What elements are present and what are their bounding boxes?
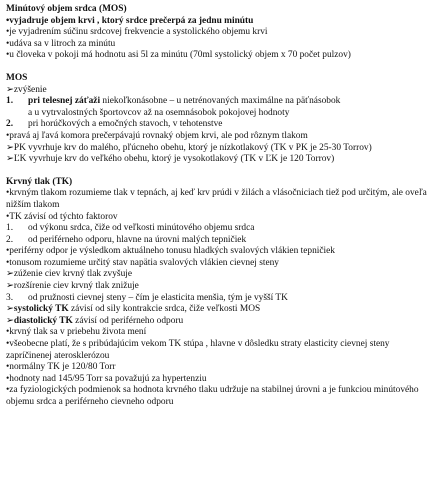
text-line: •vyjadruje objem krvi , ktorý srdce prečerpá za jednu minútu [6, 15, 254, 26]
item-text: od výkonu srdca, čiže od veľkosti minútového objemu srdca [28, 223, 255, 234]
text-line: •periférny odpor je výsledkom aktuálneho tonusu hladkých svalových vlákien tepničiek [6, 246, 335, 257]
numbered-item [6, 223, 435, 235]
text-line: •je vyjadrením súčinu srdcovej frekvencie a systolického objemu krvi [6, 27, 268, 38]
numbered-item [6, 293, 435, 305]
text-line: •všeobecne platí, že s pribúdajúcim vekom TK stúpa , hlavne v dôsledku straty elasticity cievnej steny zapríčinenej aterosklerózou [6, 339, 390, 361]
arrow-icon: ➢ [6, 315, 14, 326]
item-number: 3. [6, 292, 14, 303]
section-heading: MOS [6, 72, 28, 83]
text-line: •krvným tlakom rozumieme tlak v tepnách, aj keď krv prúdi v žilách a vlásočniciach tiež pod určitým, ale oveľa nižším tlakom [6, 188, 427, 210]
item-bold-text: systolický TK [13, 304, 69, 315]
section-heading: Krvný tlak (TK) [6, 176, 73, 187]
item-bold-text: pri telesnej záťaži [28, 96, 101, 107]
arrow-item [6, 304, 435, 316]
text-line: •krvný tlak sa v priebehu života mení [6, 327, 147, 338]
text-line: •hodnoty nad 145/95 Torr sa považujú za hypertenziu [6, 373, 207, 384]
text-line: •u človeka v pokoji má hodnotu asi 5l za minútu (70ml systolický objem x 70 počet pulzov) [6, 50, 351, 61]
text-line: •pravá aj ľavá komora prečerpávajú rovnaký objem krvi, ale pod rôznym tlakom [6, 130, 308, 141]
item-text: pri horúčkových a emočných stavoch, v tehotenstve [28, 119, 223, 130]
text-line: •normálny TK je 120/80 Torr [6, 362, 116, 373]
item-number: 1. [6, 223, 14, 234]
section-mos-definition [6, 4, 435, 62]
section-mos-changes [6, 73, 435, 166]
spacer [6, 62, 435, 73]
section-blood-pressure [6, 177, 435, 409]
item-number: 1. [6, 96, 14, 107]
item-number: 2. [6, 119, 14, 130]
text-line: •TK závisí od týchto faktorov [6, 211, 118, 222]
text-line: ➢zvýšenie [6, 84, 47, 95]
item-text: závisí od periférneho odporu [72, 315, 184, 326]
arrow-item [6, 316, 435, 328]
item-continuation: a u vytrvalostných športovcov až na osemnásobok pokojovej hodnoty [28, 107, 290, 118]
numbered-item [6, 235, 435, 247]
numbered-item [6, 96, 435, 108]
text-line: ➢ĽK vyvrhuje krv do veľkého obehu, ktorý je vysokotlakový (TK v ĽK je 120 Torrov) [6, 154, 335, 165]
section-heading: Minútový objem srdca (MOS) [6, 4, 127, 14]
text-line: •udáva sa v litroch za minútu [6, 38, 116, 49]
text-line: ➢zúženie ciev krvný tlak zvyšuje [6, 269, 133, 280]
text-line: •za fyziologických podmienok sa hodnota krvného tlaku udržuje na stabilnej úrovni a je funkciou minútového objemu srdca a periférneho cievneho odporu [6, 385, 419, 407]
text-line: •tonusom rozumieme určitý stav napätia svalových vlákien cievnej steny [6, 257, 279, 268]
arrow-icon: ➢ [6, 304, 14, 315]
item-text: niekoľkonásobne – u netrénovaných maximálne na päťnásobok [100, 96, 341, 107]
item-bold-text: diastolický TK [13, 315, 73, 326]
item-text: od pružnosti cievnej steny – čím je elasticita menšia, tým je vyšší TK [28, 292, 288, 303]
item-text: od periférneho odporu, hlavne na úrovni malých tepničiek [28, 234, 247, 245]
item-number: 2. [6, 234, 14, 245]
spacer [6, 166, 435, 177]
text-line: ➢rozšírenie ciev krvný tlak znižuje [6, 281, 139, 292]
item-text: závisí od sily kontrakcie srdca, čiže veľkosti MOS [68, 304, 261, 315]
numbered-item [6, 119, 435, 131]
text-line: ➢PK vyvrhuje krv do malého, pľúcneho obehu, ktorý je nízkotlakový (TK v PK je 25-30 Torrov) [6, 142, 372, 153]
